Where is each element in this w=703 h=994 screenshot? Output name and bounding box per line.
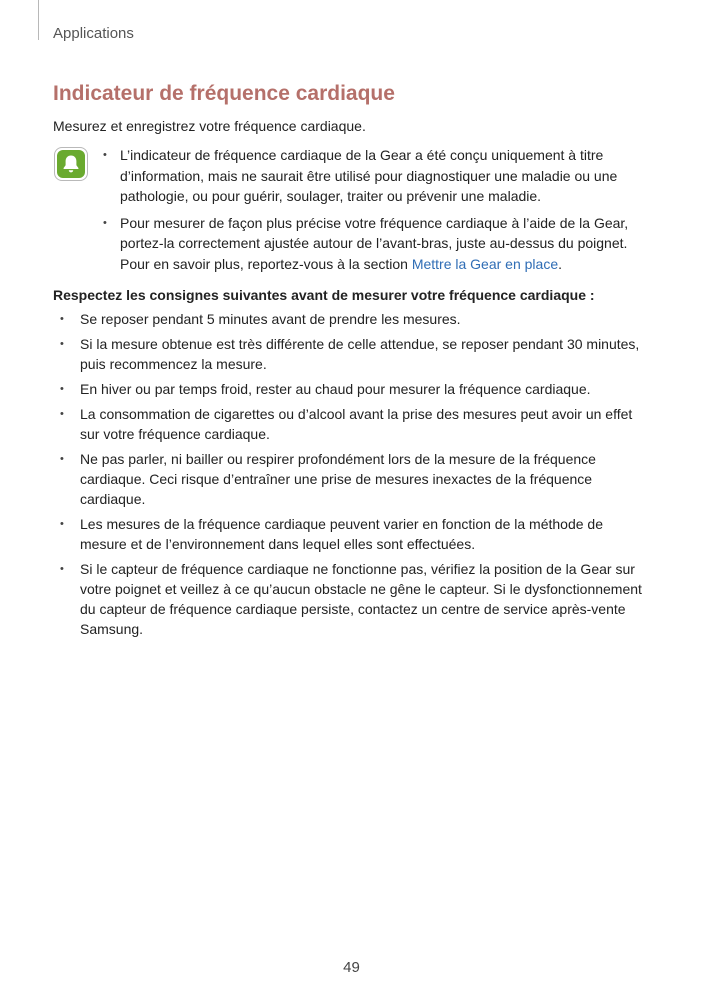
list-item: • Si la mesure obtenue est très différente de celle attendue, se reposer pendant 30 minutes, puis recommencez la mesure. — [58, 334, 652, 374]
note-item-text: Pour mesurer de façon plus précise votre fréquence cardiaque à l’aide de la Gear, portez-la correctement ajustée autour de l’avant-bras, juste au-dessus du poignet. Pour en savoir plus, reportez-vous à la section — [120, 214, 629, 272]
page-number: 49 — [343, 959, 360, 976]
advice-title: Respectez les consignes suivantes avant de mesurer votre fréquence cardiaque : — [53, 287, 595, 303]
section-link[interactable]: Mettre la Gear en place — [411, 255, 559, 272]
note-item-text: L’indicateur de fréquence cardiaque de la Gear a été conçu uniquement à titre d’information, mais ne saurait être utilisé pour diagnostiquer une maladie ou une pathologie, ou pour guérir, soulager, traiter ou prévenir une maladie. — [120, 147, 618, 204]
note-item-text-end: . — [558, 255, 562, 272]
note-item — [100, 213, 650, 275]
list-item: • Si le capteur de fréquence cardiaque ne fonctionne pas, vérifiez la position de la Gear sur votre poignet et veillez à ce qu’aucun obstacle ne gêne le capteur. Si le dysfonctionnement du capteur de fréquence cardiaque persiste, contactez un centre de service après-vente Samsung. — [58, 559, 652, 639]
list-item: • Ne pas parler, ni bailler ou respirer profondément lors de la mesure de la fréquence cardiaque. Ceci risque d’entraîner une prise de mesures inexactes de la fréquence cardiaque. — [58, 449, 652, 509]
note-list — [100, 145, 650, 280]
list-item: • En hiver ou par temps froid, rester au chaud pour mesurer la fréquence cardiaque. — [58, 379, 652, 399]
advice-list — [58, 309, 652, 644]
page-title: Indicateur de fréquence cardiaque — [53, 82, 395, 105]
list-item: • Les mesures de la fréquence cardiaque peuvent varier en fonction de la méthode de mesure et de l’environnement dans lequel elles sont effectuées. — [58, 514, 652, 554]
intro-text: Mesurez et enregistrez votre fréquence cardiaque. — [53, 118, 366, 134]
list-item: • La consommation de cigarettes ou d’alcool avant la prise des mesures peut avoir un effet sur votre fréquence cardiaque. — [58, 404, 652, 444]
bell-icon — [54, 147, 88, 181]
note-item — [100, 145, 650, 207]
section-header: Applications — [53, 25, 134, 42]
page-margin-rule — [38, 0, 39, 40]
list-item: • Se reposer pendant 5 minutes avant de prendre les mesures. — [58, 309, 652, 329]
